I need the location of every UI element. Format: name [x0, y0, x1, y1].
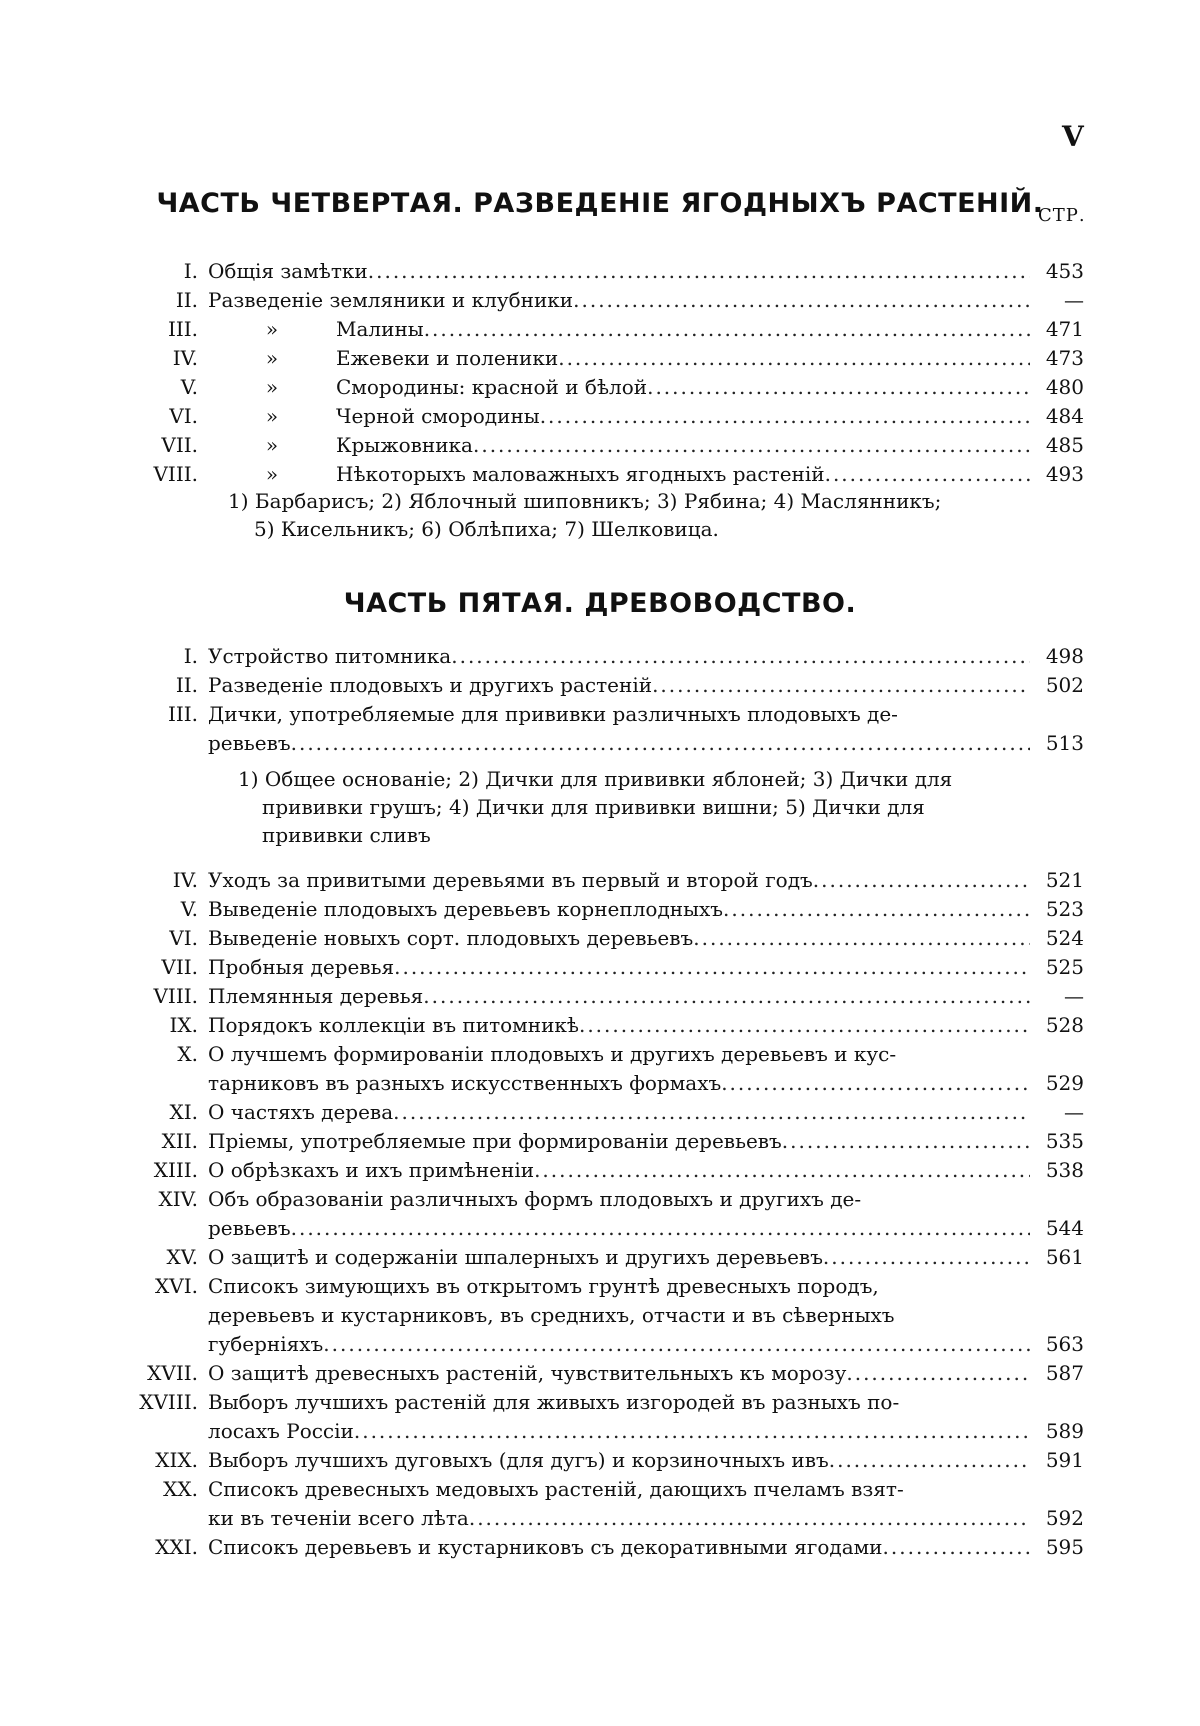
- toc-row: [0, 670, 1200, 700]
- dot-leader: .........................................................................................: [291, 1213, 1030, 1243]
- part4-title: ЧАСТЬ ЧЕТВЕРТАЯ. РАЗВЕДЕНІЕ ЯГОДНЫХЪ РАСТЕНІЙ.: [0, 188, 1200, 219]
- toc-row: [0, 314, 1200, 344]
- toc-number: XVII.: [128, 1358, 198, 1388]
- toc-number: IV.: [128, 343, 198, 373]
- toc-number: XX.: [128, 1474, 198, 1504]
- toc-row: [0, 1445, 1200, 1475]
- toc-number: II.: [128, 670, 198, 700]
- toc-number: XIII.: [128, 1155, 198, 1185]
- toc-title: О защитѣ древесныхъ растеній, чувствительныхъ къ морозу: [208, 1358, 846, 1388]
- toc-title: О защитѣ и содержаніи шпалерныхъ и другихъ деревьевъ: [208, 1242, 823, 1272]
- dot-leader: ...........................: [813, 865, 1030, 895]
- toc-number: VII.: [128, 430, 198, 460]
- toc-title: Крыжовника: [336, 430, 473, 460]
- dot-leader: ..............................................: [647, 372, 1030, 402]
- toc-page: 563: [1034, 1329, 1084, 1359]
- toc-number: XXI.: [128, 1532, 198, 1562]
- toc-number: XII.: [128, 1126, 198, 1156]
- toc-page: 521: [1034, 865, 1084, 895]
- toc-row: [0, 894, 1200, 924]
- toc-number: XIX.: [128, 1445, 198, 1475]
- toc-title: губерніяхъ: [208, 1329, 323, 1359]
- dot-leader: ...............................................................................: [368, 256, 1030, 286]
- toc-row: [0, 1039, 1200, 1069]
- dot-leader: ........................................................................: [424, 314, 1030, 344]
- toc-page: 529: [1034, 1068, 1084, 1098]
- toc-number: III.: [128, 699, 198, 729]
- toc-title: Общія замѣтки: [208, 256, 368, 286]
- page-column-label: СТР.: [1038, 205, 1086, 226]
- toc-title: лосахъ Россіи: [208, 1416, 354, 1446]
- toc-row: [0, 459, 1200, 489]
- dot-leader: .........................................................................................: [291, 728, 1030, 758]
- toc-title: Ежевеки и поленики: [336, 343, 558, 373]
- toc-page: 525: [1034, 952, 1084, 982]
- toc-page: 502: [1034, 670, 1084, 700]
- toc-page: 528: [1034, 1010, 1084, 1040]
- toc-row: [0, 1300, 1200, 1330]
- toc-row: [0, 401, 1200, 431]
- toc-title: Списокъ деревьевъ и кустарниковъ съ декоративными ягодами: [208, 1532, 883, 1562]
- toc-row: [0, 1416, 1200, 1446]
- toc-row: [0, 1010, 1200, 1040]
- toc-number: VIII.: [128, 981, 198, 1011]
- toc-number: XI.: [128, 1097, 198, 1127]
- dot-leader: ...........................: [825, 459, 1030, 489]
- toc-row: [0, 865, 1200, 895]
- dot-leader: ......................: [846, 1358, 1030, 1388]
- toc-title: Черной смородины: [336, 401, 540, 431]
- toc-number: X.: [128, 1039, 198, 1069]
- page-number: V: [1062, 120, 1084, 153]
- dot-leader: .......................................................: [573, 285, 1030, 315]
- dot-leader: ........................: [829, 1445, 1030, 1475]
- ditto-mark: »: [262, 430, 282, 460]
- dot-leader: ....................................................................................: [323, 1329, 1030, 1359]
- toc-page: 595: [1034, 1532, 1084, 1562]
- toc-row: [0, 1184, 1200, 1214]
- toc-row: [0, 1271, 1200, 1301]
- toc-number: III.: [128, 314, 198, 344]
- toc-title: Списокъ древесныхъ медовыхъ растеній, дающихъ пчеламъ взят-: [208, 1474, 904, 1504]
- toc-title: О обрѣзкахъ и ихъ примѣненіи: [208, 1155, 534, 1185]
- toc-page: 480: [1034, 372, 1084, 402]
- toc-row: [0, 923, 1200, 953]
- part5-note-line: прививки сливъ: [262, 821, 431, 849]
- toc-title: деревьевъ и кустарниковъ, въ среднихъ, отчасти и въ сѣверныхъ: [208, 1300, 894, 1330]
- ditto-mark: »: [262, 314, 282, 344]
- toc-title: Нѣкоторыхъ маловажныхъ ягодныхъ растеній: [336, 459, 825, 489]
- toc-page: 587: [1034, 1358, 1084, 1388]
- dot-leader: ........................................................................: [423, 981, 1030, 1011]
- dot-leader: .............................................: [652, 670, 1030, 700]
- toc-row: [0, 1097, 1200, 1127]
- dot-leader: ..................................................................................: [354, 1416, 1030, 1446]
- toc-number: XVIII.: [128, 1387, 198, 1417]
- toc-row: [0, 1126, 1200, 1156]
- toc-number: I.: [128, 256, 198, 286]
- toc-row: [0, 1155, 1200, 1185]
- toc-page: 513: [1034, 728, 1084, 758]
- toc-number: V.: [128, 894, 198, 924]
- dot-leader: .............................: [782, 1126, 1030, 1156]
- toc-title: ки въ теченіи всего лѣта: [208, 1503, 469, 1533]
- toc-number: I.: [128, 641, 198, 671]
- toc-page: 523: [1034, 894, 1084, 924]
- toc-number: IX.: [128, 1010, 198, 1040]
- toc-row: [0, 728, 1200, 758]
- toc-row: [0, 1213, 1200, 1243]
- toc-page: 493: [1034, 459, 1084, 489]
- toc-page: 544: [1034, 1213, 1084, 1243]
- toc-row: [0, 1329, 1200, 1359]
- ditto-mark: »: [262, 343, 282, 373]
- dot-leader: .................: [883, 1532, 1030, 1562]
- toc-row: [0, 256, 1200, 286]
- toc-row: [0, 952, 1200, 982]
- toc-page: —: [1034, 1097, 1084, 1127]
- toc-page: 591: [1034, 1445, 1084, 1475]
- toc-title: Разведеніе плодовыхъ и другихъ растеній: [208, 670, 652, 700]
- toc-title: Пріемы, употребляемые при формированіи деревьевъ: [208, 1126, 782, 1156]
- toc-title: Порядокъ коллекціи въ питомникѣ: [208, 1010, 579, 1040]
- ditto-mark: »: [262, 372, 282, 402]
- toc-page: 561: [1034, 1242, 1084, 1272]
- ditto-mark: »: [262, 401, 282, 431]
- toc-row: [0, 1242, 1200, 1272]
- toc-title: Уходъ за привитыми деревьями въ первый и второй годъ: [208, 865, 813, 895]
- toc-title: Племянныя деревья: [208, 981, 423, 1011]
- toc-row: [0, 1474, 1200, 1504]
- toc-title: Выборъ лучшихъ растеній для живыхъ изгородей въ разныхъ по-: [208, 1387, 899, 1417]
- toc-title: Разведеніе земляники и клубники: [208, 285, 573, 315]
- toc-title: Объ образованіи различныхъ формъ плодовыхъ и другихъ де-: [208, 1184, 861, 1214]
- toc-page: 524: [1034, 923, 1084, 953]
- toc-row: [0, 1068, 1200, 1098]
- toc-title: Малины: [336, 314, 424, 344]
- toc-row: [0, 372, 1200, 402]
- toc-page: 485: [1034, 430, 1084, 460]
- toc-title: ревьевъ: [208, 728, 291, 758]
- toc-row: [0, 1532, 1200, 1562]
- toc-number: VIII.: [128, 459, 198, 489]
- dot-leader: .....................................................................: [451, 641, 1030, 671]
- toc-row: [0, 699, 1200, 729]
- toc-page: 538: [1034, 1155, 1084, 1185]
- toc-page: 453: [1034, 256, 1084, 286]
- toc-title: О частяхъ дерева: [208, 1097, 393, 1127]
- dot-leader: ...........................: [823, 1242, 1030, 1272]
- part4-note-line: 5) Кисельникъ; 6) Облѣпиха; 7) Шелковица.: [254, 515, 719, 543]
- toc-page: 498: [1034, 641, 1084, 671]
- part5-note-line: прививки грушъ; 4) Дички для прививки вишни; 5) Дички для: [262, 793, 925, 821]
- toc-page: 592: [1034, 1503, 1084, 1533]
- toc-number: XVI.: [128, 1271, 198, 1301]
- toc-number: VI.: [128, 401, 198, 431]
- dot-leader: ........................................................: [558, 343, 1030, 373]
- toc-title: Выведеніе плодовыхъ деревьевъ корнеплодныхъ: [208, 894, 723, 924]
- toc-title: Устройство питомника: [208, 641, 451, 671]
- toc-page: 471: [1034, 314, 1084, 344]
- toc-title: О лучшемъ формированіи плодовыхъ и другихъ деревьевъ и кус-: [208, 1039, 896, 1069]
- toc-title: Выведеніе новыхъ сорт. плодовыхъ деревьевъ: [208, 923, 693, 953]
- toc-row: [0, 1387, 1200, 1417]
- toc-row: [0, 641, 1200, 671]
- part5-title: ЧАСТЬ ПЯТАЯ. ДРЕВОВОДСТВО.: [0, 588, 1200, 619]
- ditto-mark: »: [262, 459, 282, 489]
- toc-page: 473: [1034, 343, 1084, 373]
- dot-leader: .......................................................: [579, 1010, 1030, 1040]
- toc-title: Пробныя деревья: [208, 952, 394, 982]
- toc-row: [0, 1503, 1200, 1533]
- toc-number: V.: [128, 372, 198, 402]
- toc-row: [0, 1358, 1200, 1388]
- dot-leader: ....................................................................: [469, 1503, 1030, 1533]
- toc-page: —: [1034, 285, 1084, 315]
- toc-title: Выборъ лучшихъ дуговыхъ (для дугъ) и корзиночныхъ ивъ: [208, 1445, 829, 1475]
- dot-leader: ...........................................................: [534, 1155, 1030, 1185]
- dot-leader: ............................................................................: [393, 1097, 1030, 1127]
- toc-number: XIV.: [128, 1184, 198, 1214]
- dot-leader: .....................................: [723, 894, 1030, 924]
- toc-number: VI.: [128, 923, 198, 953]
- toc-row: [0, 430, 1200, 460]
- toc-row: [0, 343, 1200, 373]
- toc-row: [0, 981, 1200, 1011]
- toc-number: XV.: [128, 1242, 198, 1272]
- dot-leader: ..................................................................: [473, 430, 1030, 460]
- toc-number: II.: [128, 285, 198, 315]
- dot-leader: ............................................................................: [394, 952, 1030, 982]
- toc-page: 535: [1034, 1126, 1084, 1156]
- toc-title: ревьевъ: [208, 1213, 291, 1243]
- toc-page: 484: [1034, 401, 1084, 431]
- toc-number: IV.: [128, 865, 198, 895]
- dot-leader: .....................................: [721, 1068, 1030, 1098]
- toc-number: VII.: [128, 952, 198, 982]
- toc-page: —: [1034, 981, 1084, 1011]
- part4-note-line: 1) Барбарисъ; 2) Яблочный шиповникъ; 3) Рябина; 4) Маслянникъ;: [228, 487, 941, 515]
- part5-note-line: 1) Общее основаніе; 2) Дички для прививки яблоней; 3) Дички для: [238, 765, 952, 793]
- toc-title: Дички, употребляемые для прививки различныхъ плодовыхъ де-: [208, 699, 898, 729]
- toc-page: 589: [1034, 1416, 1084, 1446]
- toc-title: тарниковъ въ разныхъ искусственныхъ формахъ: [208, 1068, 721, 1098]
- toc-title: Списокъ зимующихъ въ открытомъ грунтѣ древесныхъ породъ,: [208, 1271, 879, 1301]
- toc-title: Смородины: красной и бѣлой: [336, 372, 647, 402]
- dot-leader: ..........................................................: [540, 401, 1030, 431]
- dot-leader: .........................................: [693, 923, 1030, 953]
- toc-row: [0, 285, 1200, 315]
